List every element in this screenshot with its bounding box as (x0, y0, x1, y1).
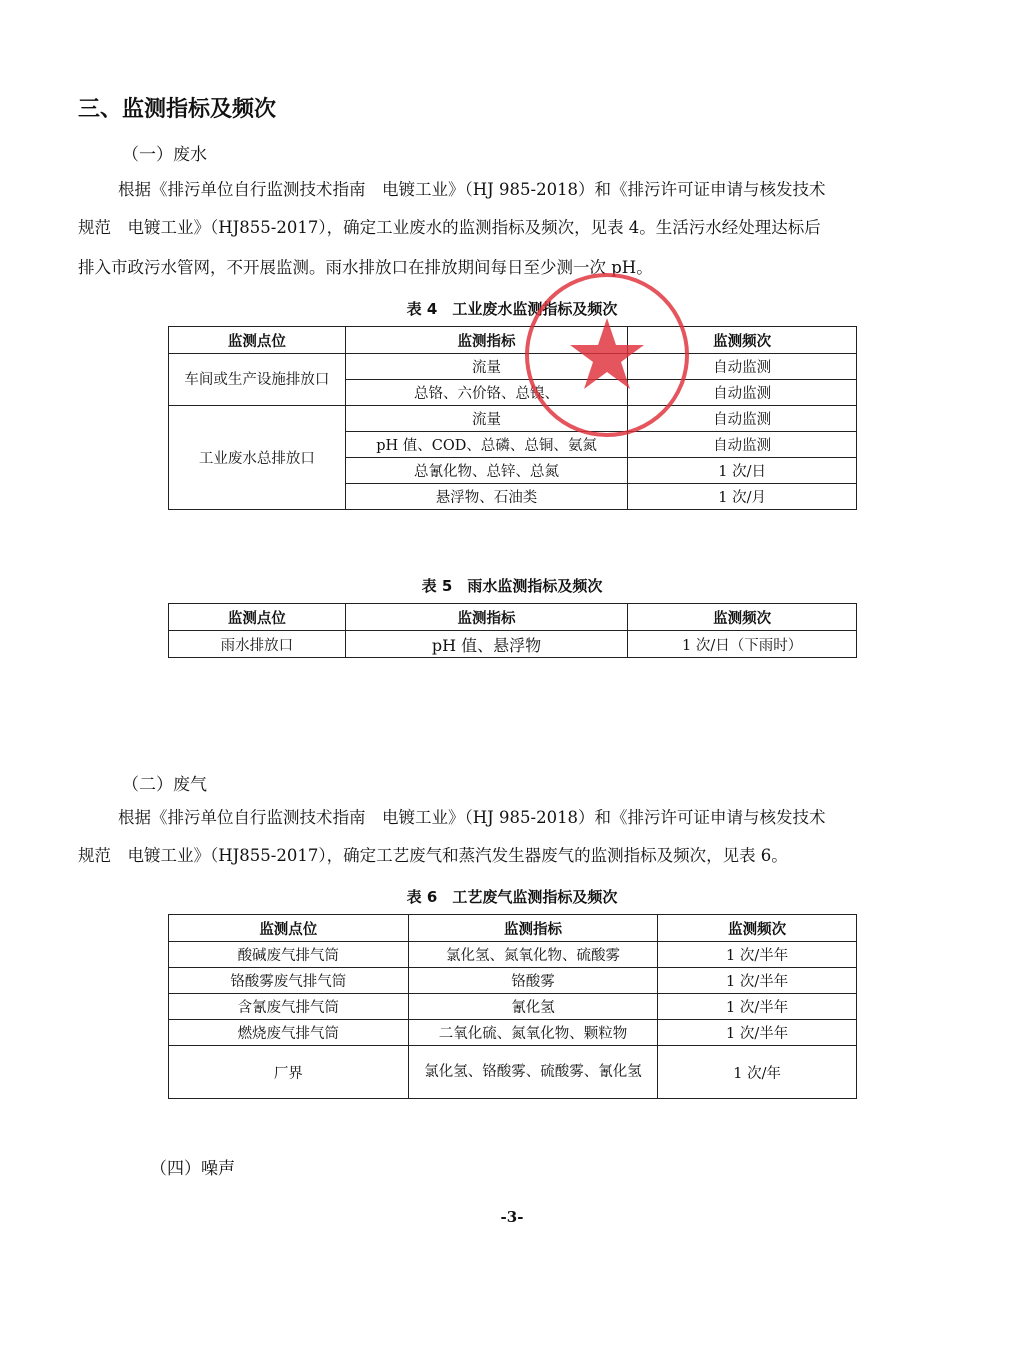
table6 (168, 914, 857, 1099)
table4-caption: 表 4 工业废水监测指标及频次 (406, 300, 618, 318)
table6-indicator: 氯化氢、氮氧化物、硫酸雾 (408, 942, 658, 968)
table6-point: 厂界 (169, 1046, 409, 1099)
table4-frequency: 自动监测 (628, 380, 857, 406)
table6-point: 酸碱废气排气筒 (169, 942, 409, 968)
seal-star-icon (570, 318, 644, 389)
page-number: -3- (500, 1208, 524, 1226)
wastewater-paragraph-line-2: 规范 电镀工业》（HJ855-2017），确定工业废水的监测指标及频次，见表 4。生活污水经处理达标后 (78, 218, 821, 237)
table6-header-indicator: 监测指标 (408, 915, 658, 942)
table4-header-point: 监测点位 (169, 327, 346, 354)
table6-indicator: 氰化氢 (408, 994, 658, 1020)
table6-indicator: 二氧化硫、氮氧化物、颗粒物 (408, 1020, 658, 1046)
noise-heading: （四）噪声 (150, 1159, 235, 1179)
table6-indicator: 铬酸雾 (408, 968, 658, 994)
table4-frequency: 1 次/日 (628, 458, 857, 484)
table6-frequency: 1 次/半年 (658, 994, 857, 1020)
table6-point: 燃烧废气排气筒 (169, 1020, 409, 1046)
table4-indicator: 悬浮物、石油类 (345, 484, 628, 510)
wastewater-heading: （一）废水 (122, 145, 207, 165)
table4-frequency: 自动监测 (628, 354, 857, 380)
table6-frequency: 1 次/半年 (658, 1020, 857, 1046)
table4-header-indicator: 监测指标 (345, 327, 628, 354)
waste-gas-paragraph-line-1: 根据《排污单位自行监测技术指南 电镀工业》（HJ 985-2018）和《排污许可证申请与核发技术 (118, 808, 826, 827)
table6-point: 铬酸雾废气排气筒 (169, 968, 409, 994)
table4-header-frequency: 监测频次 (628, 327, 857, 354)
table5-indicator: pH 值、悬浮物 (345, 631, 628, 658)
table4-indicator: 流量 (345, 406, 628, 432)
table4-indicator: 流量 (345, 354, 628, 380)
table4-point-main-outlet: 工业废水总排放口 (169, 406, 346, 510)
table4-indicator: 总铬、六价铬、总镍、 (345, 380, 628, 406)
table4 (168, 326, 857, 510)
wastewater-paragraph-line-3: 排入市政污水管网，不开展监测。雨水排放口在排放期间每日至少测一次 pH。 (78, 258, 653, 277)
table6-indicator: 氯化氢、铬酸雾、硫酸雾、氰化氢 (408, 1046, 658, 1099)
section-title: 三、监测指标及频次 (78, 97, 277, 122)
table4-frequency: 自动监测 (628, 432, 857, 458)
waste-gas-paragraph-line-2: 规范 电镀工业》（HJ855-2017），确定工艺废气和蒸汽发生器废气的监测指标及频次，见表 6。 (78, 846, 788, 865)
table4-indicator: pH 值、COD、总磷、总铜、氨氮 (345, 432, 628, 458)
table5-header-point: 监测点位 (169, 604, 346, 631)
table6-frequency: 1 次/半年 (658, 968, 857, 994)
table6-point: 含氰废气排气筒 (169, 994, 409, 1020)
table5-frequency: 1 次/日（下雨时） (628, 631, 857, 658)
table4-frequency: 1 次/月 (628, 484, 857, 510)
table6-frequency: 1 次/半年 (658, 942, 857, 968)
table5-header-indicator: 监测指标 (345, 604, 628, 631)
table4-point-workshop: 车间或生产设施排放口 (169, 354, 346, 406)
table4-frequency: 自动监测 (628, 406, 857, 432)
wastewater-paragraph-line-1: 根据《排污单位自行监测技术指南 电镀工业》（HJ 985-2018）和《排污许可证申请与核发技术 (118, 180, 826, 199)
table4-indicator: 总氰化物、总锌、总氮 (345, 458, 628, 484)
table5-header-frequency: 监测频次 (628, 604, 857, 631)
table5-caption: 表 5 雨水监测指标及频次 (421, 577, 603, 595)
table6-caption: 表 6 工艺废气监测指标及频次 (406, 888, 618, 906)
waste-gas-heading: （二）废气 (122, 775, 207, 795)
official-seal-stamp (522, 270, 692, 440)
table5-point: 雨水排放口 (169, 631, 346, 658)
table6-header-point: 监测点位 (169, 915, 409, 942)
table5 (168, 603, 857, 658)
table6-frequency: 1 次/年 (658, 1046, 857, 1099)
table6-header-frequency: 监测频次 (658, 915, 857, 942)
